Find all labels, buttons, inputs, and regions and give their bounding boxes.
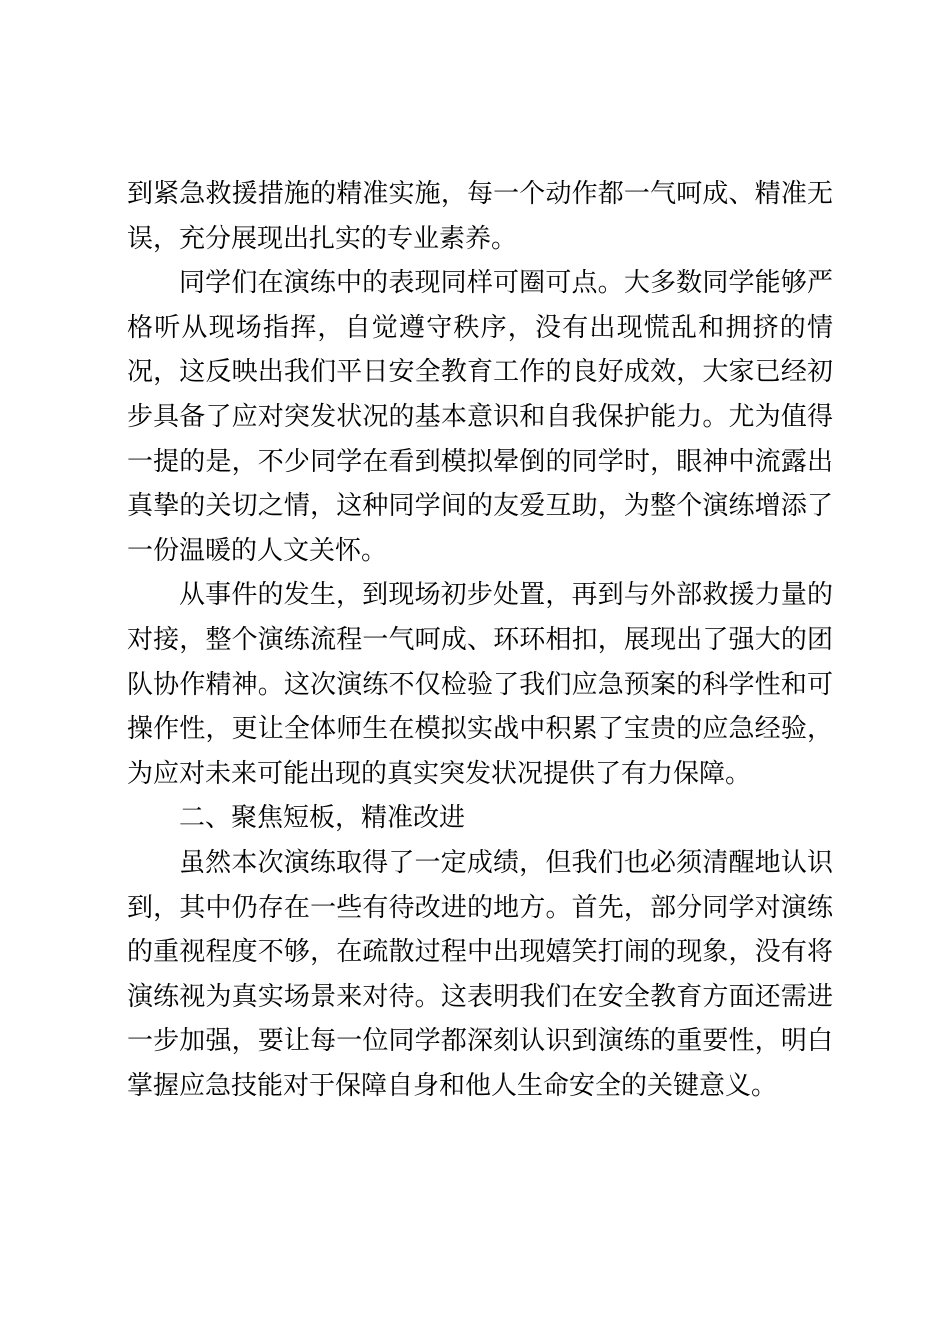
document-body: [127, 172, 833, 1108]
section-heading: 二、聚焦短板，精准改进: [179, 803, 466, 834]
paragraph-teamwork: 从事件的发生，到现场初步处置，再到与外部救援力量的对接，整个演练流程一气呵成、环环相扣，展现出了强大的团队协作精神。这次演练不仅检验了我们应急预案的科学性和可操作性，更让全体师生在模拟实战中积累了宝贵的应急经验，为应对未来可能出现的真实突发状况提供了有力保障。: [127, 580, 833, 789]
paragraph-improvements: 虽然本次演练取得了一定成绩，但我们也必须清醒地认识到，其中仍存在一些有待改进的地方。首先，部分同学对演练的重视程度不够，在疏散过程中出现嬉笑打闹的现象，没有将演练视为真实场景来对待。这表明我们在安全教育方面还需进一步加强，要让每一位同学都深刻认识到演练的重要性，明白掌握应急技能对于保障自身和他人生命安全的关键意义。: [127, 847, 833, 1101]
paragraph-student-performance: 同学们在演练中的表现同样可圈可点。大多数同学能够严格听从现场指挥，自觉遵守秩序，没有出现慌乱和拥挤的情况，这反映出我们平日安全教育工作的良好成效，大家已经初步具备了应对突发状况的基本意识和自我保护能力。尤为值得一提的是，不少同学在看到模拟晕倒的同学时，眼神中流露出真挚的关切之情，这种同学间的友爱互助，为整个演练增添了一份温暖的人文关怀。: [127, 268, 833, 566]
paragraph-continuation: 到紧急救援措施的精准实施，每一个动作都一气呵成、精准无误，充分展现出扎实的专业素养。: [127, 179, 833, 254]
